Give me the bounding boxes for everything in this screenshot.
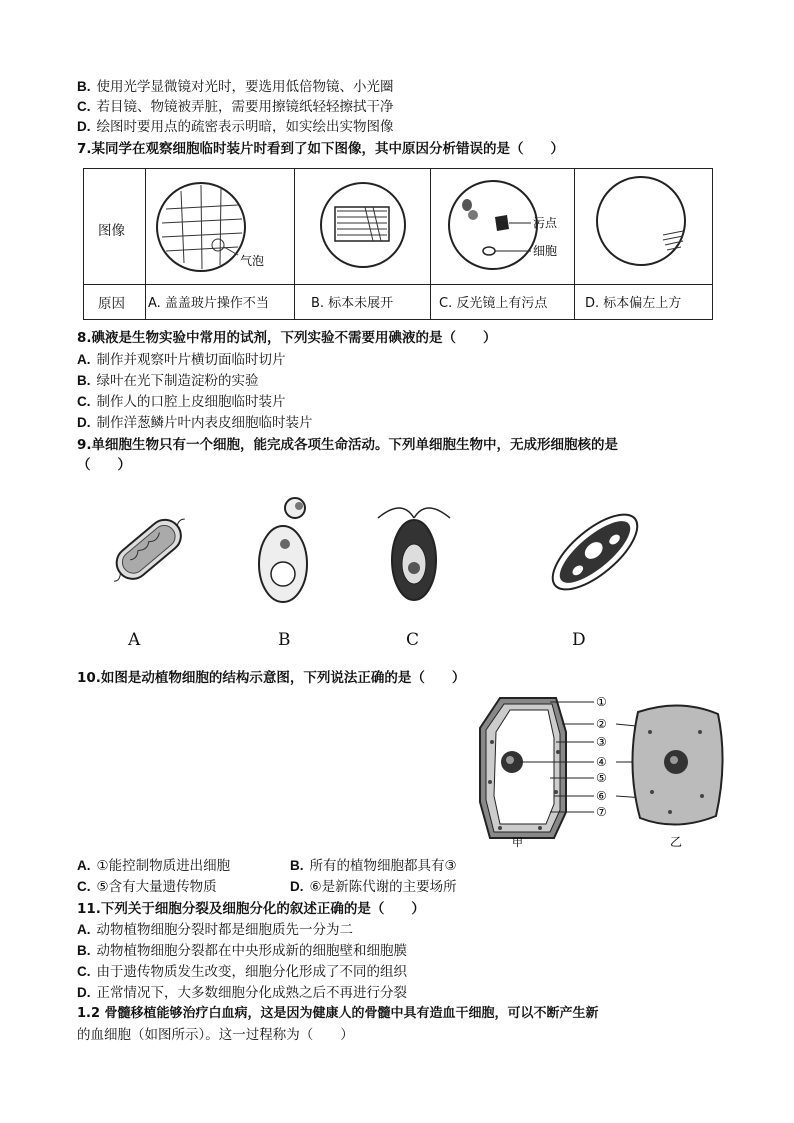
- q9-label-a: A: [128, 630, 141, 650]
- q11-option-c: C. 由于遗传物质发生改变，细胞分化形成了不同的组织: [77, 964, 407, 980]
- label-3: ③: [596, 735, 607, 749]
- q9-label-b: B: [278, 630, 291, 650]
- folded-specimen-micrograph: [295, 169, 431, 284]
- q7-reason-b: B. 标本未展开: [295, 284, 431, 319]
- label-7: ⑦: [596, 805, 607, 819]
- q7-image-row: [84, 169, 712, 285]
- q7-reason-d: D. 标本偏左上方: [585, 296, 682, 311]
- label-2: ②: [596, 717, 607, 731]
- q7-image-b: [295, 169, 431, 284]
- q11-option-d: D. 正常情况下，大多数细胞分化成熟之后不再进行分裂: [77, 985, 407, 1001]
- chlamydomonas-illustration: [374, 498, 454, 608]
- q11-option-a: A. 动物植物细胞分裂时都是细胞质先一分为二: [77, 922, 353, 938]
- q7-table: [83, 168, 713, 320]
- cell-label: 细胞: [533, 244, 558, 258]
- q10-option-b: B. 所有的植物细胞都具有③: [290, 858, 457, 874]
- q7-reason-a: A. 盖盖玻片操作不当: [146, 284, 295, 319]
- offset-specimen-micrograph: [575, 169, 711, 284]
- q7-reason-row: [84, 284, 712, 319]
- bubble-micrograph: [146, 169, 295, 284]
- q10-option-c: C. ⑤含有大量遗传物质: [77, 879, 217, 895]
- q8-option-d: D. 制作洋葱鳞片叶内表皮细胞临时装片: [77, 415, 313, 431]
- q9-label-c: C: [406, 630, 420, 650]
- label-1: ①: [596, 695, 607, 709]
- q8-stem: 8.碘液是生物实验中常用的试剂，下列实验不需要用碘液的是（ ）: [77, 330, 497, 346]
- q7-row-header-image: 图像: [84, 169, 146, 284]
- q8-option-a: A. 制作并观察叶片横切面临时切片: [77, 352, 286, 368]
- q11-option-b: B. 动物植物细胞分裂都在中央形成新的细胞壁和细胞膜: [77, 943, 407, 959]
- q11-stem: 11.下列关于细胞分裂及细胞分化的叙述正确的是（ ）: [77, 901, 425, 917]
- q8-option-c: C. 制作人的口腔上皮细胞临时装片: [77, 394, 286, 410]
- plant-animal-cell-diagram: [470, 692, 730, 852]
- bubble-label: 气泡: [240, 254, 265, 268]
- q10-option-a: A. ①能控制物质进出细胞: [77, 858, 231, 874]
- bacterium-illustration: [98, 500, 198, 600]
- yeast-illustration: [255, 492, 315, 607]
- q7-stem: 7.某同学在观察细胞临时装片时看到了如下图像，其中原因分析错误的是（ ）: [77, 141, 565, 157]
- q9-stem: 9.单细胞生物只有一个细胞，能完成各项生命活动。下列单细胞生物中，无成形细胞核的是: [77, 437, 619, 453]
- q7-image-a: [146, 169, 295, 284]
- label-jia: 甲: [512, 836, 523, 849]
- q10-option-d: D. ⑥是新陈代谢的主要场所: [290, 879, 457, 895]
- q7-row-header-reason: 原因: [84, 284, 146, 319]
- q8-option-b: B. 绿叶在光下制造淀粉的实验: [77, 373, 259, 389]
- q9-label-d: D: [572, 630, 586, 650]
- label-yi: 乙: [670, 835, 683, 849]
- q6-option-b: B. 使用光学显微镜对光时，要选用低倍物镜、小光圈: [77, 79, 394, 95]
- q9-stem-blank: （ ）: [77, 457, 131, 473]
- q7-image-d: [575, 169, 711, 284]
- label-4: ④: [596, 755, 607, 769]
- label-5: ⑤: [596, 771, 607, 785]
- paramecium-illustration: [540, 500, 650, 605]
- label-6: ⑥: [596, 789, 607, 803]
- q7-reason-c: C. 反光镜上有污点: [431, 284, 575, 319]
- q6-option-c: C. 若目镜、物镜被弄脏，需要用擦镜纸轻轻擦拭干净: [77, 99, 394, 115]
- q7-image-c: [431, 169, 575, 284]
- q12-stem-line1: 1.2 骨髓移植能够治疗白血病，这是因为健康人的骨髓中具有造血干细胞，可以不断产生新: [77, 1006, 599, 1021]
- q12-stem-line2: 的血细胞（如图所示）。这一过程称为（ ）: [77, 1027, 354, 1043]
- q6-option-d: D. 绘图时要用点的疏密表示明暗，如实绘出实物图像: [77, 119, 394, 135]
- dirt-spot-micrograph: [431, 169, 575, 284]
- dirt-label: 污点: [533, 216, 558, 230]
- q10-stem: 10.如图是动植物细胞的结构示意图，下列说法正确的是（ ）: [77, 670, 466, 686]
